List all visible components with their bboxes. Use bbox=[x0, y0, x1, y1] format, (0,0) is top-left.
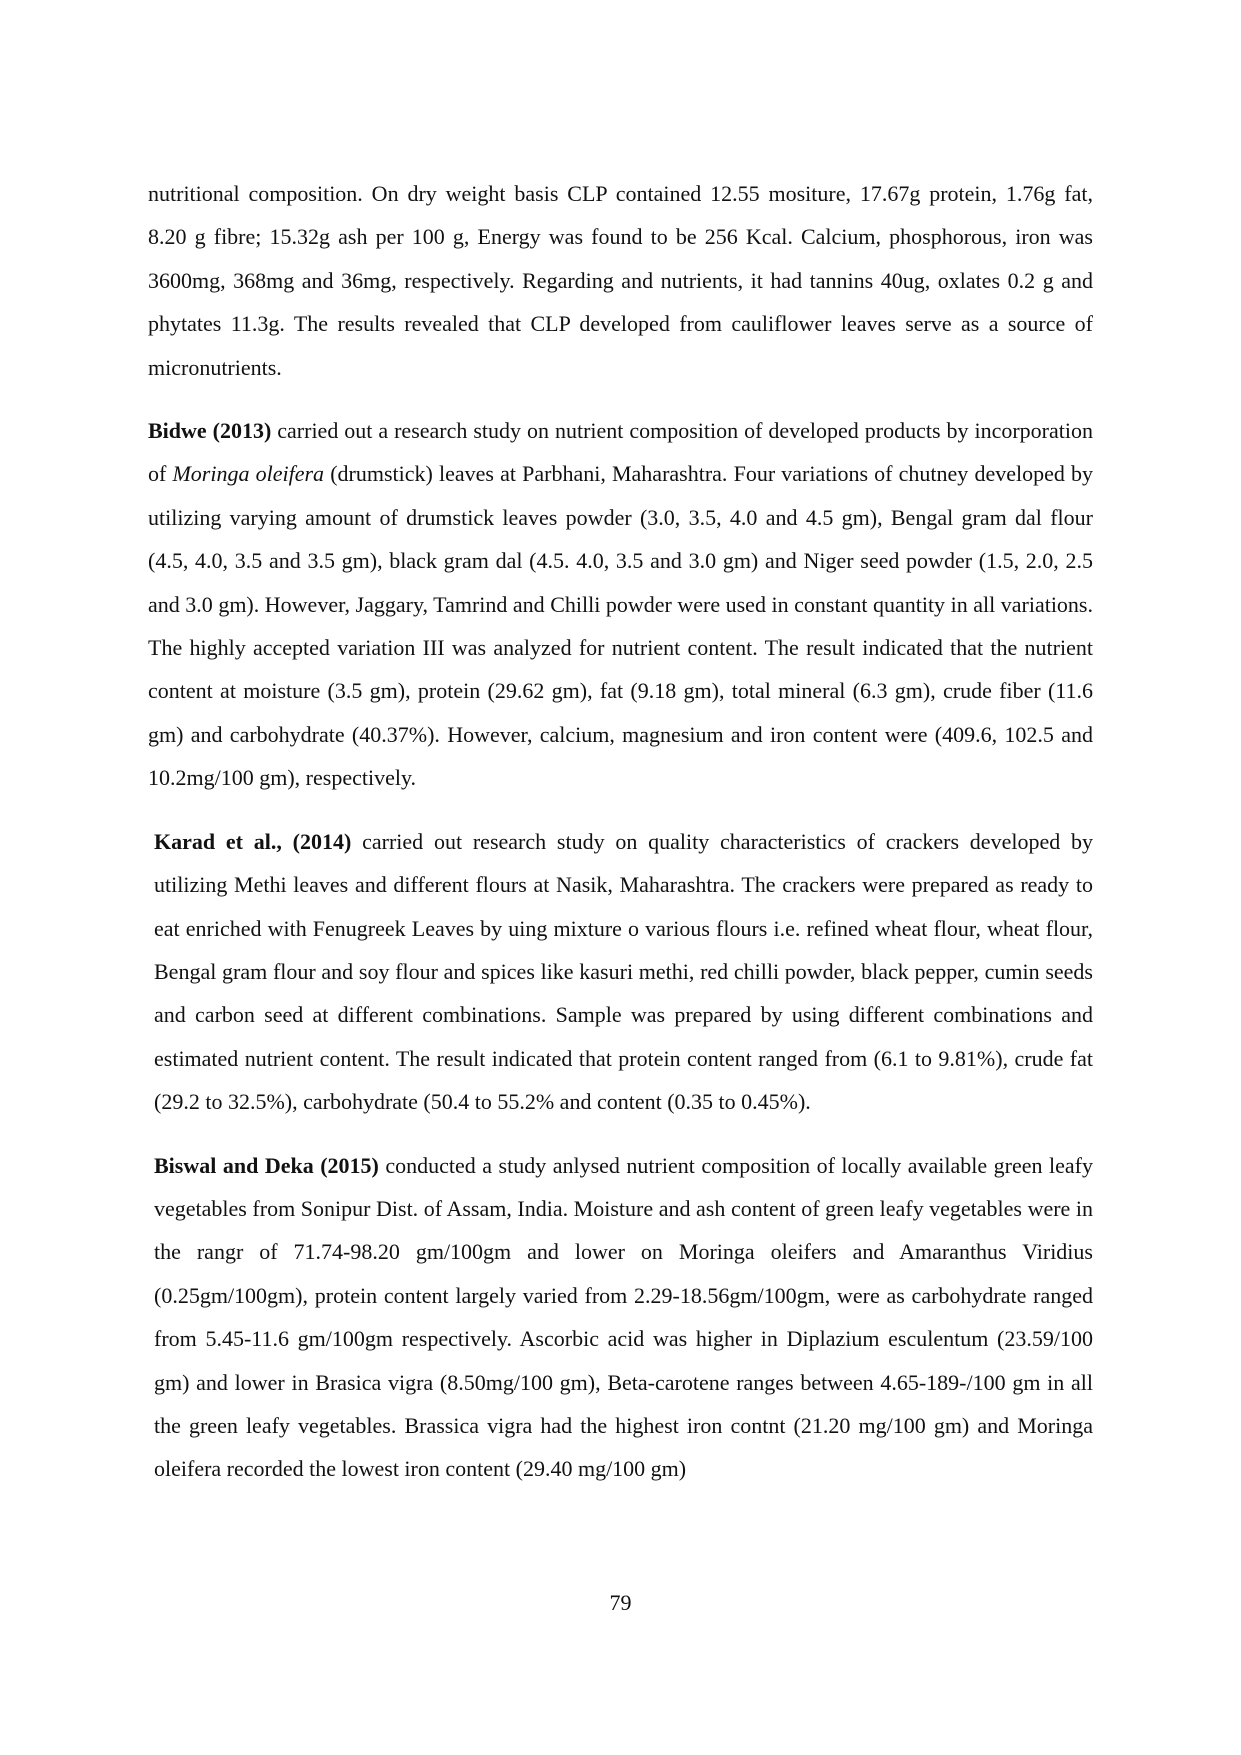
paragraph-text: nutritional composition. On dry weight basis CLP contained 12.55 mositure, 17.67g protein, 1.76g fat, 8.20 g fibre; 15.32g ash per 100 g, Energy was found to be 256 Kcal. Calcium, phosphorous, iron was 3600mg, 368mg and 36mg, respectively. Regarding and nutrients, it had tannins 40ug, oxlates 0.2 g and phytates 11.3g. The results revealed that CLP developed from cauliflower leaves serve as a source of micronutrients. bbox=[148, 181, 1093, 380]
paragraph-biswal-deka-2015 bbox=[148, 1144, 1093, 1491]
paragraph-bidwe-2013 bbox=[148, 409, 1093, 800]
paragraph-karad-2014 bbox=[148, 820, 1093, 1124]
paragraph-clp-composition bbox=[148, 172, 1093, 389]
page-body bbox=[148, 172, 1093, 1491]
paragraph-text: carried out research study on quality characteristics of crackers developed by utilizing Methi leaves and different flours at Nasik, Maharashtra. The crackers were prepared as ready to eat enriched with Fenugreek Leaves by uing mixture o various flours i.e. refined wheat flour, wheat flour, Bengal gram flour and soy flour and spices like kasuri methi, red chilli powder, black pepper, cumin seeds and carbon seed at different combinations. Sample was prepared by using different combinations and estimated nutrient content. The result indicated that protein content ranged from (6.1 to 9.81%), crude fat (29.2 to 32.5%), carbohydrate (50.4 to 55.2% and content (0.35 to 0.45%). bbox=[154, 828, 1093, 1115]
page-number: 79 bbox=[609, 1590, 632, 1615]
species-name: Moringa oleifera bbox=[172, 461, 325, 487]
citation-author: Biswal and Deka (2015) bbox=[154, 1152, 379, 1178]
paragraph-text: (drumstick) leaves at Parbhani, Maharashtra. Four variations of chutney developed by utilizing varying amount of drumstick leaves powder (3.0, 3.5, 4.0 and 4.5 gm), Bengal gram dal flour (4.5, 4.0, 3.5 and 3.5 gm), black gram dal (4.5. 4.0, 3.5 and 3.0 gm) and Niger seed powder (1.5, 2.0, 2.5 and 3.0 gm). However, Jaggary, Tamrind and Chilli powder were used in constant quantity in all variations. The highly accepted variation III was analyzed for nutrient content. The result indicated that the nutrient content at moisture (3.5 gm), protein (29.62 gm), fat (9.18 gm), total mineral (6.3 gm), crude fiber (11.6 gm) and carbohydrate (40.37%). However, calcium, magnesium and iron content were (409.6, 102.5 and 10.2mg/100 gm), respectively. bbox=[148, 461, 1094, 791]
paragraph-text: conducted a study anlysed nutrient composition of locally available green leafy vegetables from Sonipur Dist. of Assam, India. Moisture and ash content of green leafy vegetables were in the rangr of 71.74-98.20 gm/100gm and lower on Moringa oleifers and Amaranthus Viridius (0.25gm/100gm), protein content largely varied from 2.29-18.56gm/100gm, were as carbohydrate ranged from 5.45-11.6 gm/100gm respectively. Ascorbic acid was higher in Diplazium esculentum (23.59/100 gm) and lower in Brasica vigra (8.50mg/100 gm), Beta-carotene ranges between 4.65-189-/100 gm in all the green leafy vegetables. Brassica vigra had the highest iron contnt (21.20 mg/100 gm) and Moringa oleifera recorded the lowest iron content (29.40 mg/100 gm) bbox=[154, 1152, 1093, 1482]
citation-author: Karad et al., (2014) bbox=[154, 828, 352, 854]
citation-author: Bidwe (2013) bbox=[148, 418, 272, 444]
paragraph-text: carried out a research study on nutrient composition of developed products by incorporation of bbox=[148, 418, 1093, 487]
